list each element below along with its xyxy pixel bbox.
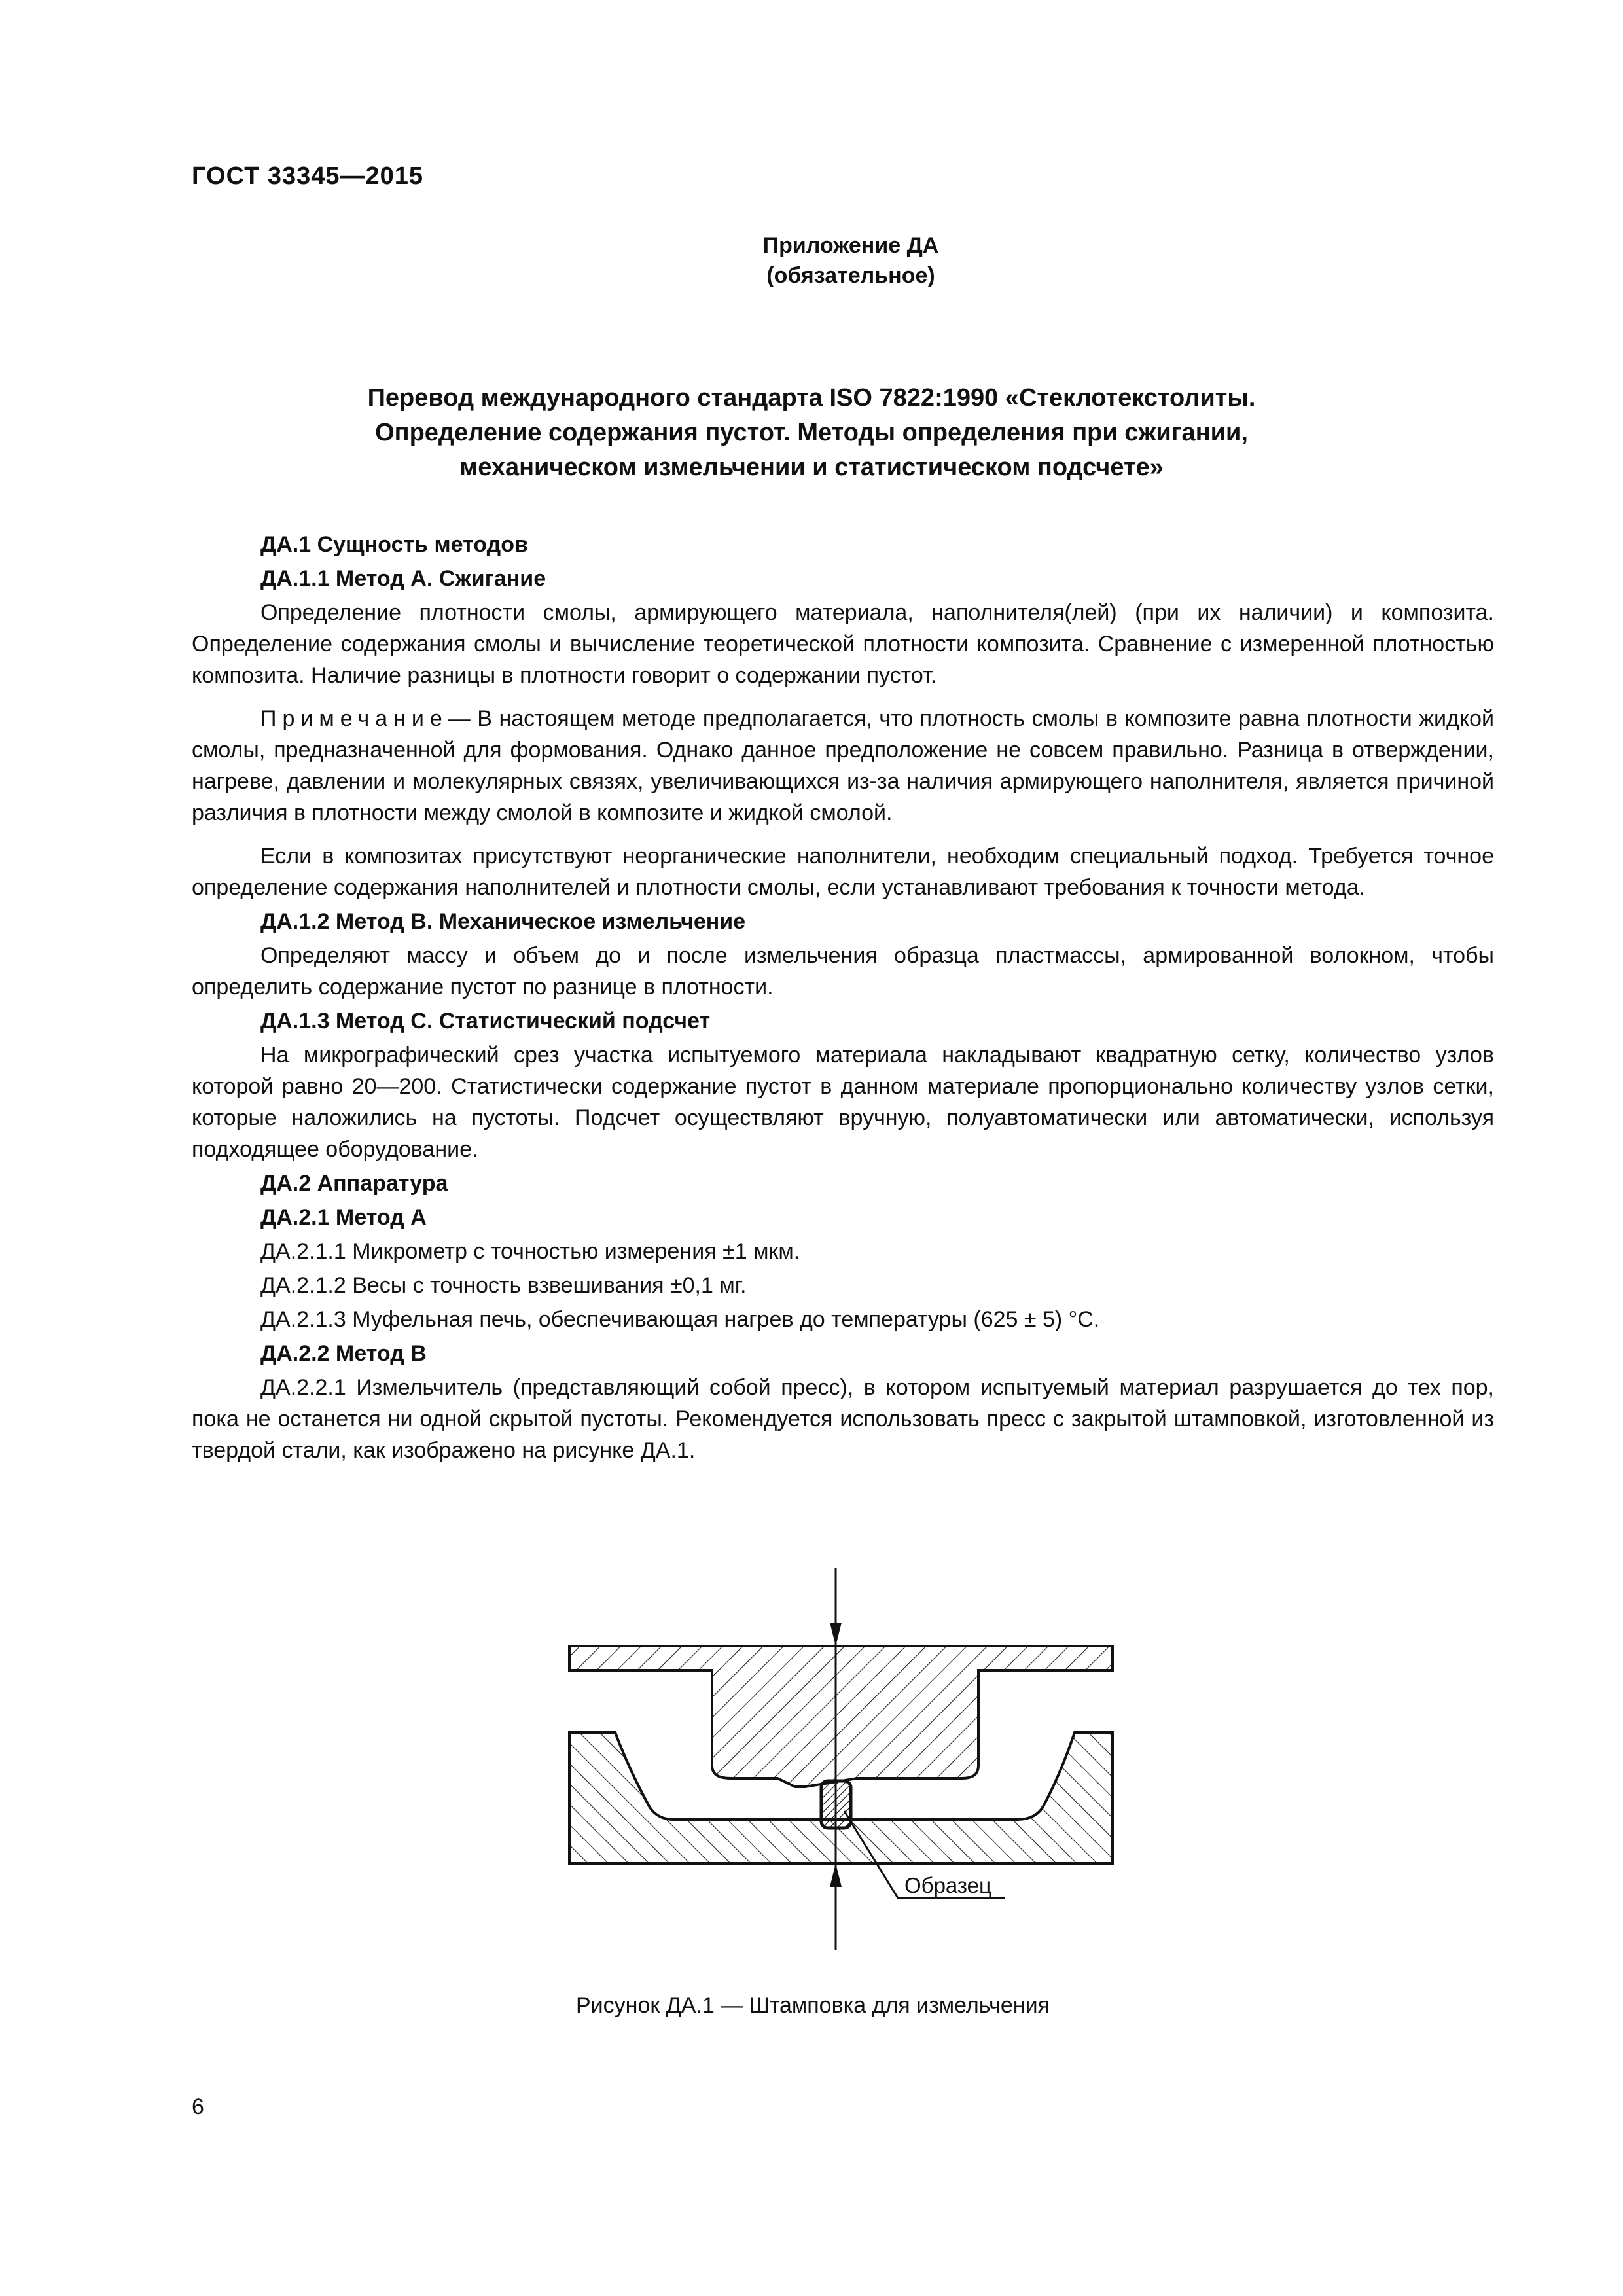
top-arrow-icon: [830, 1623, 842, 1646]
annex-block: [641, 230, 1060, 291]
annex-status: (обязательное): [766, 263, 935, 288]
section-heading-da13: ДА.1.3 Метод С. Статистический подсчет: [260, 1009, 711, 1033]
item-da211: ДА.2.1.1 Микрометр с точностью измерения ±1 мкм.: [260, 1239, 800, 1264]
section-heading-da21: ДА.2.1 Метод А: [260, 1205, 427, 1230]
annex-heading-line-2: Определение содержания пустот. Методы определения при сжигании,: [375, 419, 1248, 446]
item-da221: ДА.2.2.1 Измельчитель (представляющий собой пресс), в котором испытуемый материал разрушается до тех пор, пока не останется ни одной скрытой пустоты. Рекомендуется использовать пресс с закрытой штамповкой, изготовленной из твердой стали, как изображено на рисунке ДА.1.: [192, 1375, 1494, 1463]
section-heading-da22: ДА.2.2 Метод В: [260, 1341, 427, 1366]
annex-heading-line-1: Перевод международного стандарта ISO 7822:1990 «Стеклотекстолиты.: [367, 384, 1256, 412]
upper-punch: [569, 1646, 1113, 1787]
note-paragraph: [192, 703, 1494, 829]
annex-title: Приложение ДА: [762, 233, 939, 258]
note-text: — В настоящем методе предполагается, что плотность смолы в композите равна плотности жидкой смолы, предназначенной для формования. Однако данное предположение не совсем правильно. Разница в отверждении, нагреве, давлении и молекулярных связях, увеличивающихся из-за наличия армирующего наполнителя, является причиной различия в плотности между смолой в композите и жидкой смолой.: [192, 706, 1494, 825]
item-da213: ДА.2.1.3 Муфельная печь, обеспечивающая нагрев до температуры (625 ± 5) °С.: [260, 1307, 1100, 1332]
paragraph-method-c: На микрографический срез участка испытуемого материала накладывают квадратную сетку, количество узлов которой равно 20—200. Статистически содержание пустот в данном материале пропорционально количеству узлов сетки, которые наложились на пустоты. Подсчет осуществляют вручную, полуавтоматически или автоматически, используя подходящее оборудование.: [192, 1043, 1494, 1162]
paragraph-fillers: Если в композитах присутствуют неорганические наполнители, необходим специальный подход. Требуется точное определение содержания наполнителей и плотности смолы, если устанавливают требования к точности метода.: [192, 844, 1494, 900]
press-die-drawing: [556, 1568, 1132, 1950]
page-number: 6: [192, 2094, 204, 2119]
sample-label: Образец: [904, 1873, 991, 1897]
item-da212: ДА.2.1.2 Весы с точность взвешивания ±0,1 мг.: [260, 1273, 747, 1298]
section-heading-da12: ДА.1.2 Метод В. Механическое измельчение: [260, 909, 746, 934]
paragraph-method-b: Определяют массу и объем до и после измельчения образца пластмассы, армированной волокном, чтобы определить содержание пустот по разнице в плотности.: [192, 943, 1494, 999]
section-heading-da1: ДА.1 Сущность методов: [260, 532, 528, 557]
figure-caption: Рисунок ДА.1 — Штамповка для измельчения: [576, 1993, 1050, 2018]
document-code: ГОСТ 33345—2015: [192, 162, 424, 190]
section-heading-da2: ДА.2 Аппаратура: [260, 1171, 448, 1196]
paragraph-method-a: Определение плотности смолы, армирующего материала, наполнителя(лей) (при их наличии) и композита. Определение содержания смолы и вычисление теоретической плотности композита. Сравнение с измеренной плотностью композита. Наличие разницы в плотности говорит о содержании пустот.: [192, 600, 1494, 688]
body-text: [192, 529, 1494, 1466]
annex-heading: [262, 381, 1361, 485]
section-heading-da11: ДА.1.1 Метод А. Сжигание: [260, 566, 546, 591]
note-label: Примечание: [260, 706, 448, 731]
figure-press-die: [556, 1568, 1132, 1950]
annex-heading-line-3: механическом измельчении и статистическом подсчете»: [459, 454, 1164, 481]
bottom-arrow-icon: [830, 1863, 842, 1887]
